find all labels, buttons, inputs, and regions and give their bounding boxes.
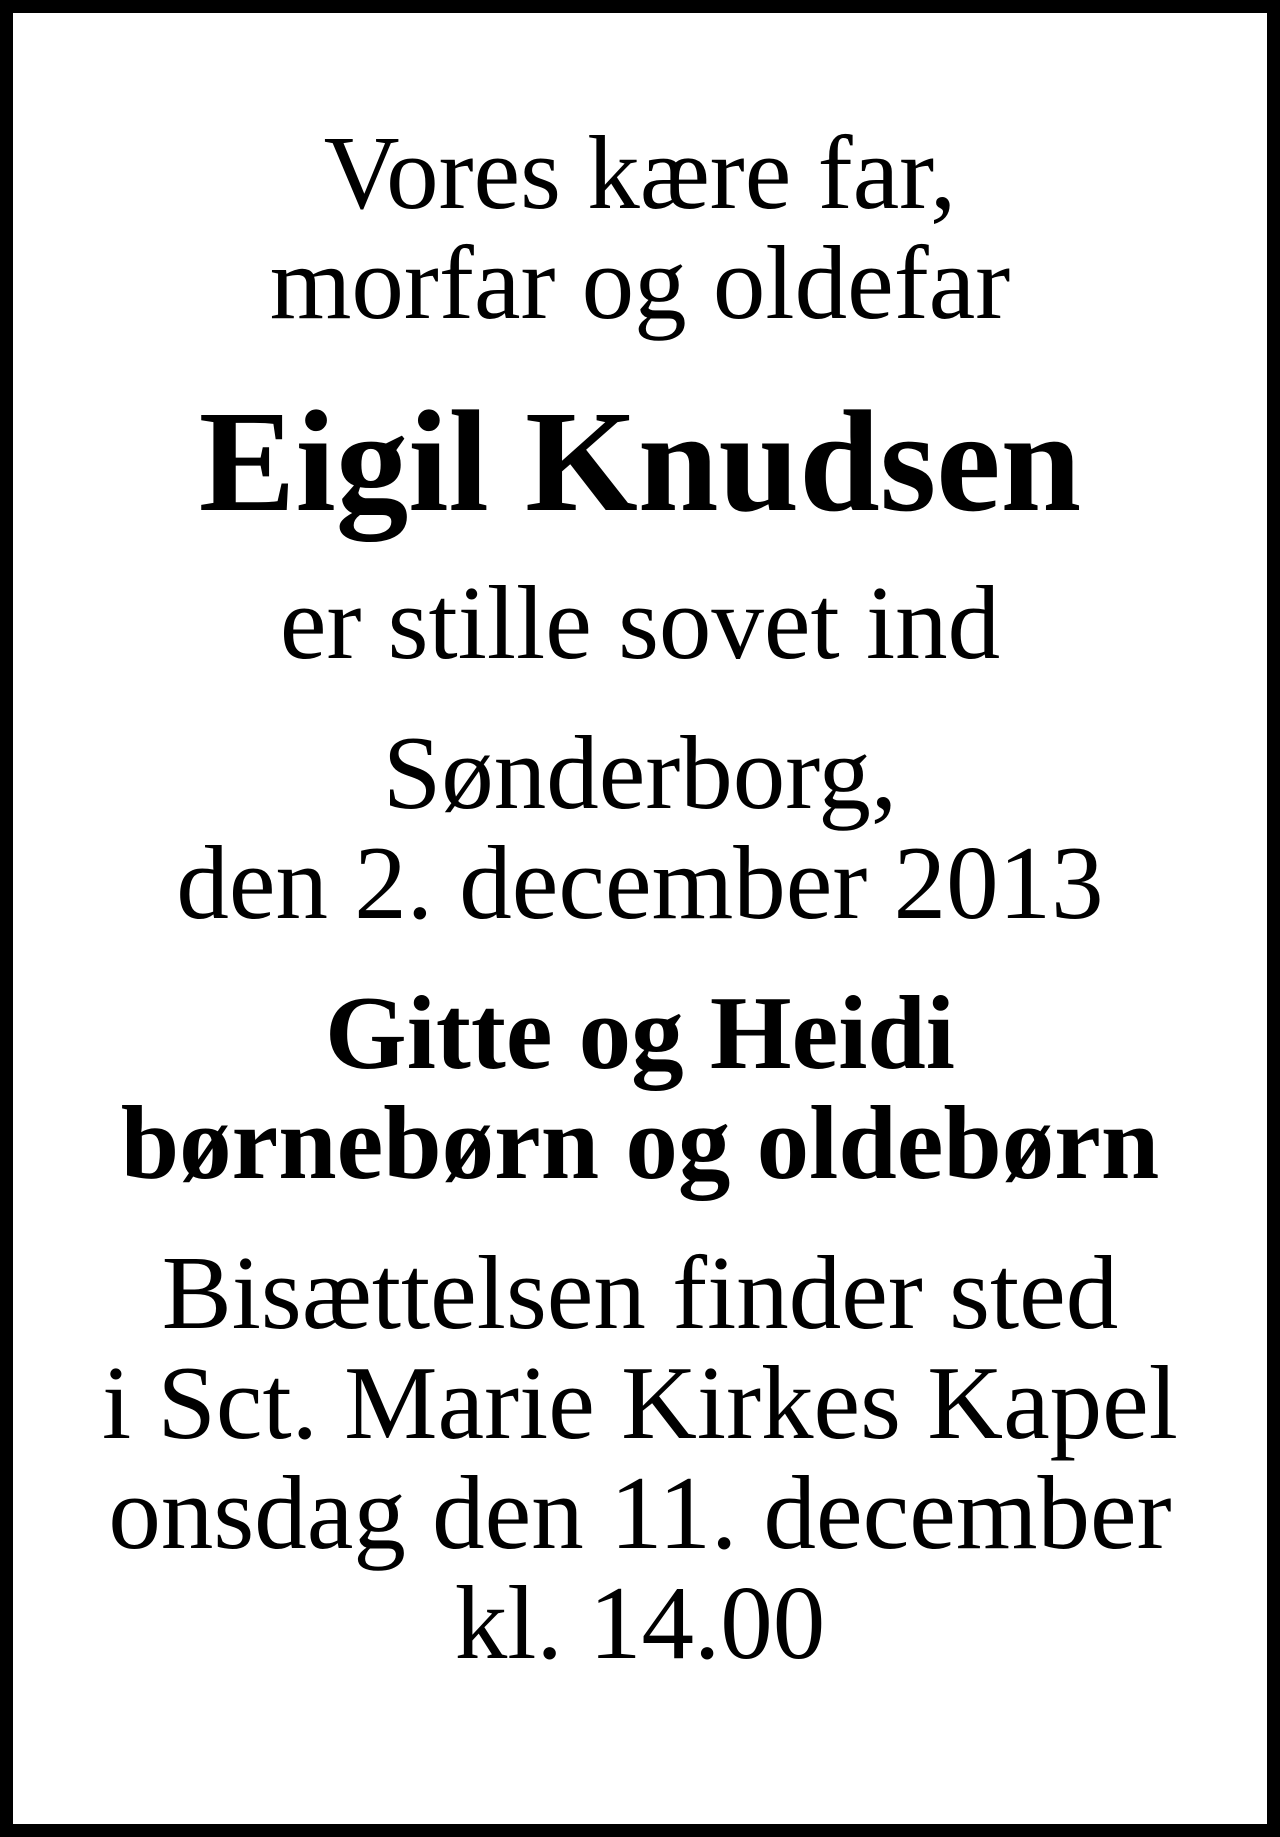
mourners-line-2: børnebørn og oldebørn [120, 1084, 1160, 1201]
intro-line-2: morfar og oldefar [269, 224, 1011, 341]
mourners-line-1: Gitte og Heidi [325, 974, 955, 1091]
ceremony-line-2: i Sct. Marie Kirkes Kapel [102, 1344, 1178, 1461]
death-statement-line: er stille sovet ind [279, 564, 1001, 681]
deceased-name: Eigil Knudsen [198, 382, 1082, 542]
ceremony-line-1: Bisættelsen finder sted [161, 1234, 1119, 1351]
death-statement [13, 564, 1267, 681]
ceremony-line-4: kl. 14.00 [454, 1564, 826, 1681]
intro-paragraph [13, 114, 1267, 341]
ceremony-paragraph [13, 1234, 1267, 1681]
place-date-paragraph [13, 714, 1267, 941]
ceremony-line-3: onsdag den 11. december [108, 1454, 1172, 1571]
obituary-notice [13, 13, 1267, 1824]
place-line: Sønderborg, [382, 714, 898, 831]
date-line: den 2. december 2013 [176, 824, 1104, 941]
mourners-paragraph [13, 974, 1267, 1201]
intro-line-1: Vores kære far, [323, 114, 957, 231]
